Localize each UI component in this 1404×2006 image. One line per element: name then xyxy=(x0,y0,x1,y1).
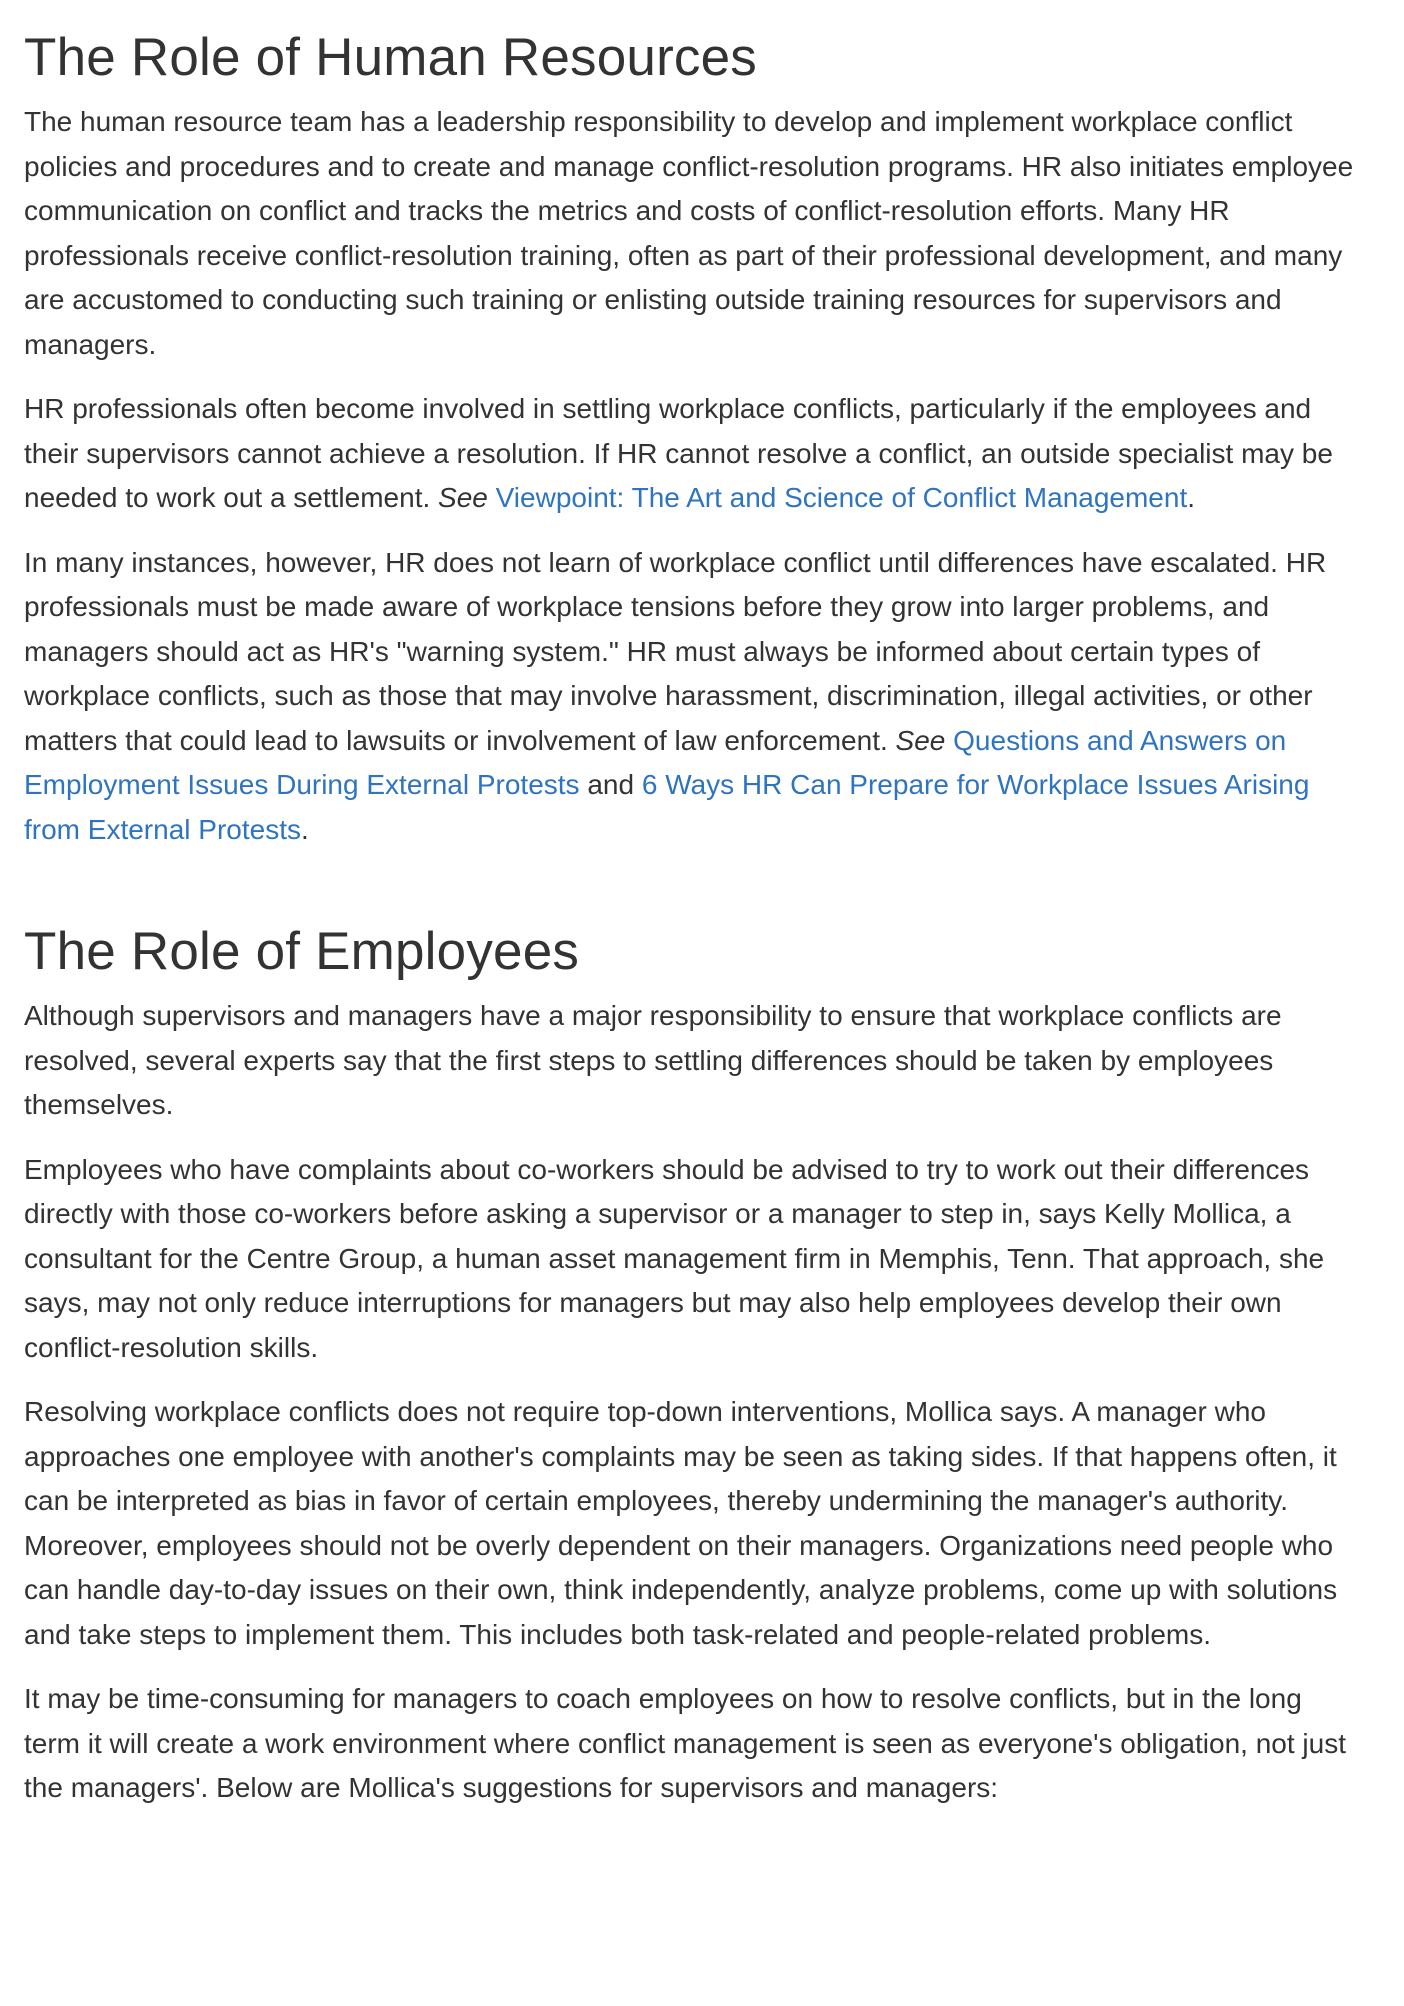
hr-paragraph-2 xyxy=(24,387,1364,521)
period: . xyxy=(1187,482,1196,513)
hr-paragraph-1: The human resource team has a leadership responsibility to develop and implement workplace conflict policies and procedures and to create and manage conflict-resolution programs. HR also initiates employee communication on conflict and tracks the metrics and costs of conflict-resolution efforts. Many HR professionals receive conflict-resolution training, often as part of their professional development, and many are accustomed to conducting such training or enlisting outside training resources for supervisors and managers. xyxy=(24,106,1354,360)
hr-paragraph-2-text: HR professionals often become involved in settling workplace conflicts, particularly if the employees and their supervisors cannot achieve a resolution. If HR cannot resolve a conflict, an outside specialist may be needed to work out a settlement. xyxy=(24,393,1333,513)
link-viewpoint-conflict-management[interactable]: Viewpoint: The Art and Science of Conflict Management xyxy=(495,482,1188,513)
link-qa-external-protests[interactable]: Questions and Answers on Employment Issues During External Protests xyxy=(24,724,1287,800)
section-heading-hr: The Role of Human Resources xyxy=(24,28,758,87)
hr-paragraph-3 xyxy=(24,541,1364,853)
employees-paragraph-2: Employees who have complaints about co-workers should be advised to try to work out their differences directly with those co-workers before asking a supervisor or a manager to step in, says Kelly Mollica, a consultant for the Centre Group, a human asset management firm in Memphis, Tenn. That approach, she says, may not only reduce interruptions for managers but may also help employees develop their own conflict-resolution skills. xyxy=(24,1153,1325,1363)
see-label: See xyxy=(895,724,946,756)
conjunction-and: and xyxy=(579,769,642,800)
employees-paragraph-4: It may be time-consuming for managers to coach employees on how to resolve conflicts, but in the long term it will create a work environment where conflict management is seen as everyone's obligation, not just the managers'. Below are Mollica's suggestions for supervisors and managers: xyxy=(24,1683,1346,1803)
period: . xyxy=(300,813,309,845)
hr-paragraph-3-text: In many instances, however, HR does not learn of workplace conflict until differences have escalated. HR professionals must be made aware of workplace tensions before they grow into larger problems, and managers should act as HR's "warning system." HR must always be informed about certain types of workplace conflicts, such as those that may involve harassment, discrimination, illegal activities, or other matters that could lead to lawsuits or involvement of law enforcement. xyxy=(24,546,1327,756)
see-label: See xyxy=(438,482,488,513)
link-6-ways-hr-prepare[interactable]: 6 Ways HR Can Prepare for Workplace Issues Arising from External Protests xyxy=(24,769,1310,845)
employees-paragraph-1: Although supervisors and managers have a major responsibility to ensure that workplace conflicts are resolved, several experts say that the first steps to settling differences should be taken by employees themselves. xyxy=(24,1000,1282,1120)
section-heading-employees: The Role of Employees xyxy=(24,922,580,981)
employees-paragraph-3: Resolving workplace conflicts does not require top-down interventions, Mollica says. A manager who approaches one employee with another's complaints may be seen as taking sides. If that happens often, it can be interpreted as bias in favor of certain employees, thereby undermining the manager's authority. Moreover, employees should not be overly dependent on their managers. Organizations need people who can handle day-to-day issues on their own, think independently, analyze problems, come up with solutions and take steps to implement them. This includes both task-related and people-related problems. xyxy=(24,1396,1338,1650)
